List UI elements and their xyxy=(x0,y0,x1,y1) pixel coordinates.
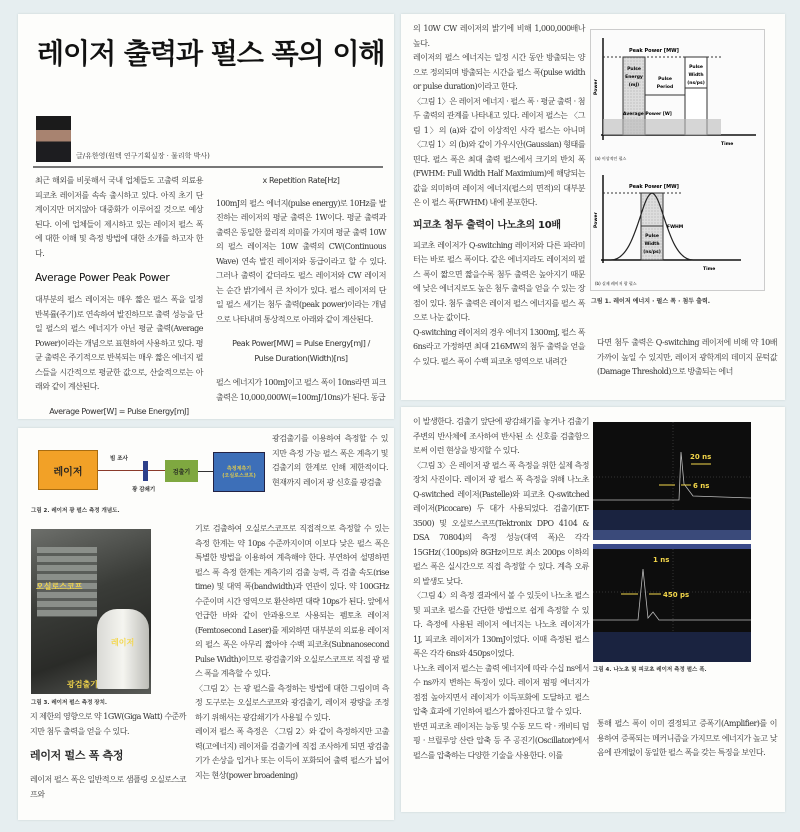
svg-text:(ns/ps): (ns/ps) xyxy=(643,250,661,255)
paragraph: 이 발생한다. 검출기 앞단에 광감쇄기를 놓거나 검출기 주변의 반사체에 조사하여 반사된 소 신호를 검출함으로써 이런 현상을 방지할 수 있다. xyxy=(413,417,589,455)
svg-text:Width: Width xyxy=(644,242,660,247)
detector-box: 검출기 xyxy=(165,460,198,482)
beam-label: 빔 조사 xyxy=(110,456,128,462)
pulse-diagram xyxy=(591,30,766,292)
paragraph: 100mJ의 펄스 에너지(pulse energy)로 10Hz를 발진하는 레이저의 평균 출력은 1W이다. 평균 출력과 출력은 동일한 물리적 의미를 가지며 평균 출력 10W의 펄스 레이저는 10W 출력의 CW(Continuous Wave) 연속 발진 레이저와 동급이라고 할 수 있다. 그러나 출력이 같더라도 펄스 레이저와 CW 레이저는 순간 밝기에서 큰 차이가 있다. 펄스 레이저의 단일 펄스 세기는 첨두 출력(peak power)이라는 개념으로 나타내며 통상적으로 아래와 같이 계산된다. xyxy=(216,198,386,324)
paragraph: 펄스 에너지가 100mJ이고 펄스 폭이 10ns라면 피크 출력은 10,000,000W(=100mJ/10ns)가 된다. 동급 xyxy=(216,378,386,402)
photo-label-detector: 광검출기 xyxy=(67,680,98,689)
photo-label-oscilloscope: 오실로스코프 xyxy=(36,582,83,591)
formula-repetition-rate: x Repetition Rate[Hz] xyxy=(262,176,340,185)
figure-2-caption: 그림 2. 레이저 광 펄스 측정 개념도. xyxy=(31,508,120,514)
paragraph: 레이저 펄스 폭 측정은 〈그림 2〉와 같이 측정하지만 고출력(고에너지) 레이저를 검출기에 직접 조사하게 되면 광검출기가 손상을 입거나 또는 이득이 포화되어 출력 펄스가 넓어지는 현상(power broadening) xyxy=(195,727,389,780)
laser-box: 레이저 xyxy=(38,450,98,490)
column-2 xyxy=(216,174,386,405)
figure-1-caption: 그림 1. 레이저 에너지 · 펄스 폭 · 첨두 출력. xyxy=(591,298,711,305)
photo-label-laser: 레이저 xyxy=(111,638,135,647)
attenuator xyxy=(143,461,148,481)
beam-line xyxy=(98,470,165,471)
paragraph: 지 제한의 영향으로 약 1GW(Giga Watt) 수준까지만 첨두 출력을 얻을 수 있다. xyxy=(30,712,187,736)
paragraph: Q-switching 레이저의 경우 에너지 1300mJ, 펄스 폭 6ns라고 가정하면 최대 216MW의 첨두 출력을 얻을 수 있다. 펄스 폭이 수백 피코초 영역으로 내려간 xyxy=(413,327,585,366)
paragraph: 〈그림 1〉은 레이저 에너지 · 펄스 폭 · 평균 출력 · 첨두 출력의 관계를 나타내고 있다. 레이저 펄스는 〈그림 1〉의 (a)와 같이 이상적인 사각 펄스는 아니며 〈그림 1〉의 (b)와 같이 가우시안(Gaussian) 형태를 띤다. 펄스 폭은 최대 출력 펄스에서 크기의 반치 폭(FWHM: Full Width Half Maximium)에 해당되는 값을 의미하며 레이저 에너지(펄스의 면적)의 대부분은 이 펄스 폭(FWHM) 내에 분포한다. xyxy=(413,96,585,207)
svg-text:Time: Time xyxy=(721,142,734,147)
paragraph: 통해 펄스 폭이 이미 결정되고 증폭기(Amplifier)를 이용하여 증폭되는 메커니즘을 가지므로 에너지가 높고 낮음에 관계없이 동일한 펄스 폭을 갖는 특징을 보인다. xyxy=(597,719,777,757)
attenuator-label: 광 감쇄기 xyxy=(132,487,156,493)
oscilloscope-picosecond xyxy=(593,544,751,662)
article-title: 레이저 출력과 펄스 폭의 이해 xyxy=(37,37,385,70)
svg-text:(ns/ps): (ns/ps) xyxy=(687,81,705,86)
paragraph: 〈그림 2〉는 광 펄스를 측정하는 방법에 대한 그림이며 측정 도구로는 오실로스코프와 광검출기, 레이저 광량을 조정하기 위해서는 광감쇄기가 사용될 수 있다. xyxy=(195,683,389,722)
paragraph: 〈그림 3〉은 레이저 광 펄스 폭 측정을 위한 실제 측정 장치 사진이다. 레이저 광 펄스 폭 측정을 위해 나노초 Q-switched 레이저(Pastelle)와 피코초 Q-switched 레이저(Picocare) 두 대가 사용되었다. 검출기(ET-3500) 및 오실로스코프(Tektronix DPO 4104 & DSA 70804)의 측정 성능(대역 폭)은 각각 15GHz(〈100ps)와 8GHz이므로 최소 200ps 이하의 펄스 폭은 실시간으로 직접 측정할 수 있다. 계측 오류의 발생도 낮다. xyxy=(413,460,589,586)
header-rule xyxy=(33,166,383,168)
paragraph: 광검출기를 이용하여 측정할 수 있지만 측정 가능 펄스 폭은 계측기 및 검출기의 한계로 인해 제한적이다. 현재까지 레이저 광 신호를 광검출 xyxy=(272,434,388,487)
peak-power-label: Peak Power [MW] xyxy=(629,48,679,54)
meter-label: 측정계측기 xyxy=(226,466,252,472)
scale-label-picosecond: 1 ns xyxy=(653,556,670,564)
paragraph: 레이저의 펄스 에너지는 일정 시간 동안 방출되는 양으로 정의되며 방출되는 시간을 펄스 폭(pulse width or pulse duration)이라고 한다. xyxy=(413,53,585,91)
right-column xyxy=(195,522,389,783)
svg-text:Energy: Energy xyxy=(625,75,643,80)
svg-text:Pulse: Pulse xyxy=(689,65,703,70)
author-byline: 글/유한영(원텍 연구기획실장 · 물리학 박사) xyxy=(76,152,210,160)
author-photo xyxy=(36,116,71,162)
figure-3-photo xyxy=(31,529,151,694)
svg-text:Time: Time xyxy=(703,267,716,272)
section-heading-measurement: 레이저 펄스 폭 측정 xyxy=(30,749,124,762)
left-column xyxy=(30,710,186,802)
svg-text:Peak Power [MW]: Peak Power [MW] xyxy=(629,184,679,190)
column-1 xyxy=(413,22,585,369)
paragraph: 레이저 펄스 폭은 일반적으로 샘플링 오실로스코프와 xyxy=(30,775,186,799)
section-heading-average-peak: Average Power Peak Power xyxy=(35,272,170,284)
column-1 xyxy=(35,174,203,419)
paragraph: 대부분의 펄스 레이저는 매우 짧은 펄스 폭을 일정 반복률(주기)로 연속하여 발진하므로 출력 성능을 단일 펄스의 펄스 에너지가 아닌 평균 출력(Average Power)이라는 개념으로 표현하여 사용하고 있다. 평균 출력은 주기적으로 반복되는 매우 짧은 에너지 펄스들을 시간적으로 평균한 값으로, 산술적으로는 아래와 같이 계산된다. xyxy=(35,295,203,391)
svg-text:Power: Power xyxy=(594,212,599,228)
column-2 xyxy=(597,717,777,761)
svg-text:Pulse: Pulse xyxy=(658,77,672,82)
page-4 xyxy=(401,407,785,812)
width-label-nanosecond: 6 ns xyxy=(693,482,710,490)
figure-3-caption: 그림 3. 레이저 펄스 측정 장치. xyxy=(31,700,108,706)
paragraph: 다면 첨두 출력은 Q-switching 레이저에 비해 약 10배 가까이 높일 수 있지만, 레이저 광학계의 데미지 문턱값(Damage Threshold)으로 방출되는 에너 xyxy=(597,338,777,376)
formula-average-power: Average Power[W] = Pulse Energy[mJ] xyxy=(49,406,189,416)
figure-4-caption: 그림 4. 나노초 및 피코초 레이저 측정 펄스 폭. xyxy=(593,667,707,673)
paragraph: 나노초 레이저 펄스는 출력 에너지에 따라 수십 ns에서 수 ns까지 변하는 특징이 있다. 레이저 펌핑 에너지가 점점 높아지면서 레이저가 이득포화에 도달하고 펄스 압축 효과에 기인하여 펄스가 짧아진다고 할 수 있다. xyxy=(413,663,589,716)
svg-text:Period: Period xyxy=(656,85,674,90)
svg-text:Power: Power xyxy=(594,79,599,95)
right-column-top xyxy=(272,432,388,490)
formula-peak-power: Peak Power[MW] = Pulse Energy[mJ] / Pulse Duration(Width)[ns] xyxy=(232,339,370,363)
svg-text:Pulse: Pulse xyxy=(645,234,659,239)
paragraph: 〈그림 4〉의 측정 결과에서 볼 수 있듯이 나노초 펄스 및 피코초 펄스를 간단한 방법으로 쉽게 측정할 수 있다. 측정에 사용된 레이저 에너지는 나노초 레이저가 1J, 피코초 레이저가 130mJ이었다. 이때 측정된 펄스 폭은 각각 6ns와 450ps이었다. xyxy=(413,591,589,658)
laser-unit xyxy=(97,609,149,689)
svg-text:(mJ): (mJ) xyxy=(628,83,640,88)
paragraph: 의 10W CW 레이저의 밝기에 비해 1,000,000배나 높다. xyxy=(413,24,585,48)
trace-nanosecond xyxy=(593,422,751,540)
paragraph: 기로 검출하여 오실로스코프로 직접적으로 측정할 수 있는 측정 한계는 약 10ps 수준까지이며 이보다 낮은 펄스 폭은 특별한 방법을 이용하여 계측해야 한다. 부연하여 설명하면 펄스 폭 측정 한계는 계측기의 검출 능력, 즉 검출 속도(rise time) 및 대역 폭(bandwidth)과 연관이 있다. 약 100GHz 수준이며 시간 영역으로 환산하면 대략 10ps가 된다. 앞에서 언급한 바와 같이 안과용으로 사용되는 펨토초 레이저(Femtosecond Laser)를 제외하면 대부분의 의료용 레이저의 펄스 폭은 아무리 짧아야 수백 피코초(Subnanosecond Pulse Width)이므로 광검출기와 오실로스코프로 직접 광 펄스 폭을 계측할 수 있다. xyxy=(195,524,389,678)
scale-label-nanosecond: 20 ns xyxy=(690,453,712,461)
svg-text:FWHM: FWHM xyxy=(667,225,684,230)
intro-paragraph: 최근 해외를 비롯해서 국내 업체들도 고출력 의료용 피코초 레이저를 속속 출시하고 있다. 아직 초기 단계이지만 머지않아 대중화가 이루어질 것으로 예상된다. 이에 업체들이 제시하고 있는 레이저 펄스 폭에 대한 이해 및 측정 방법에 대한 소개를 하고자 한다. xyxy=(35,176,203,258)
trace-picosecond xyxy=(593,544,751,662)
page-2 xyxy=(401,14,785,400)
figure-1 xyxy=(590,29,765,291)
column-2 xyxy=(597,336,777,380)
paragraph: 반면 피코초 레이저는 능동 및 수동 모드 락 · 캐비티 덤핑 · 브릴루앙 산란 압축 등 주 공진기(Oscillator)에서 펄스를 압축하는 다양한 기술을 사용한다. 이를 xyxy=(413,721,589,760)
paragraph: 피코초 레이저가 Q-switching 레이저와 다른 파라미터는 바로 펄스 폭이다. 같은 에너지라도 레이저의 펄스 폭이 짧으면 짧을수록 첨두 출력은 높아지기 때문에 낮은 에너지로도 높은 첨두 출력을 얻을 수 있는 장점이 있다. 첨두 출력은 레이저 펄스 에너지를 펄스 폭으로 나눈 값이다. xyxy=(413,240,585,322)
svg-text:(a) 이상적인 펄스: (a) 이상적인 펄스 xyxy=(595,156,627,161)
meter-box xyxy=(213,452,265,492)
oscilloscope-nanosecond xyxy=(593,422,751,540)
section-heading-picosecond: 피코초 첨두 출력이 나노초의 10배 xyxy=(413,219,561,231)
average-power-band xyxy=(603,119,721,135)
svg-text:Average Power [W]: Average Power [W] xyxy=(623,112,672,117)
signal-line xyxy=(198,471,213,472)
svg-text:Pulse: Pulse xyxy=(627,67,641,72)
svg-text:(b) 실제 레이저 광 펄스: (b) 실제 레이저 광 펄스 xyxy=(595,281,637,286)
width-label-picosecond: 450 ps xyxy=(663,591,690,599)
page-1 xyxy=(18,14,394,419)
column-1 xyxy=(413,415,589,763)
meter-sublabel: (오실로스코프) xyxy=(222,473,256,479)
svg-text:Width: Width xyxy=(688,73,704,78)
page-3 xyxy=(18,428,394,820)
